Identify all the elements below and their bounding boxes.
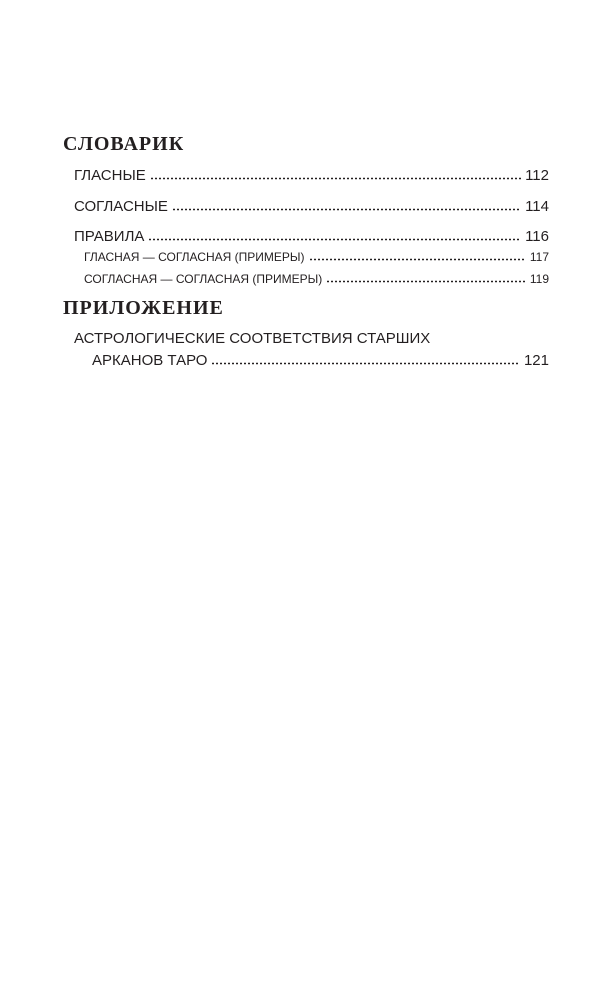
toc-entry-title: СОГЛАСНАЯ — СОГЛАСНАЯ (ПРИМЕРЫ) xyxy=(84,272,323,286)
toc-entry-page: 112 xyxy=(525,167,549,184)
toc-entry-page: 121 xyxy=(523,352,549,369)
toc-entry-page: 119 xyxy=(529,272,549,286)
dot-leader xyxy=(211,350,520,365)
section-heading-slovarik: СЛОВАРИК xyxy=(63,133,185,155)
toc-entry-title: СОГЛАСНЫЕ xyxy=(74,198,168,215)
toc-entry-astrology-line1[interactable]: АСТРОЛОГИЧЕСКИЕ СООТВЕТСТВИЯ СТАРШИХ xyxy=(74,330,431,347)
toc-entry-title: ГЛАСНЫЕ xyxy=(74,167,146,184)
toc-entry-astrology[interactable] xyxy=(92,350,549,370)
toc-entry-title: ПРАВИЛА xyxy=(74,228,145,245)
toc-entry-title: ГЛАСНАЯ — СОГЛАСНАЯ (ПРИМЕРЫ) xyxy=(84,250,305,264)
toc-subentry-soglasnaya-soglasnaya[interactable] xyxy=(84,271,549,287)
toc-entry-page: 114 xyxy=(525,198,549,215)
dot-leader xyxy=(309,249,526,261)
toc-entry-pravila[interactable] xyxy=(74,226,549,246)
dot-leader xyxy=(172,196,521,211)
toc-entry-soglasnye[interactable] xyxy=(74,196,549,216)
toc-entry-page: 116 xyxy=(525,228,549,245)
section-heading-prilozhenie: ПРИЛОЖЕНИЕ xyxy=(63,297,224,319)
toc-entry-page: 117 xyxy=(529,250,549,264)
dot-leader xyxy=(150,165,521,180)
toc-entry-glasnye[interactable] xyxy=(74,165,549,185)
toc-entry-title: АРКАНОВ ТАРО xyxy=(92,352,208,369)
toc-subentry-glasnaya-soglasnaya[interactable] xyxy=(84,249,549,265)
dot-leader xyxy=(148,226,521,241)
dot-leader xyxy=(326,271,526,283)
